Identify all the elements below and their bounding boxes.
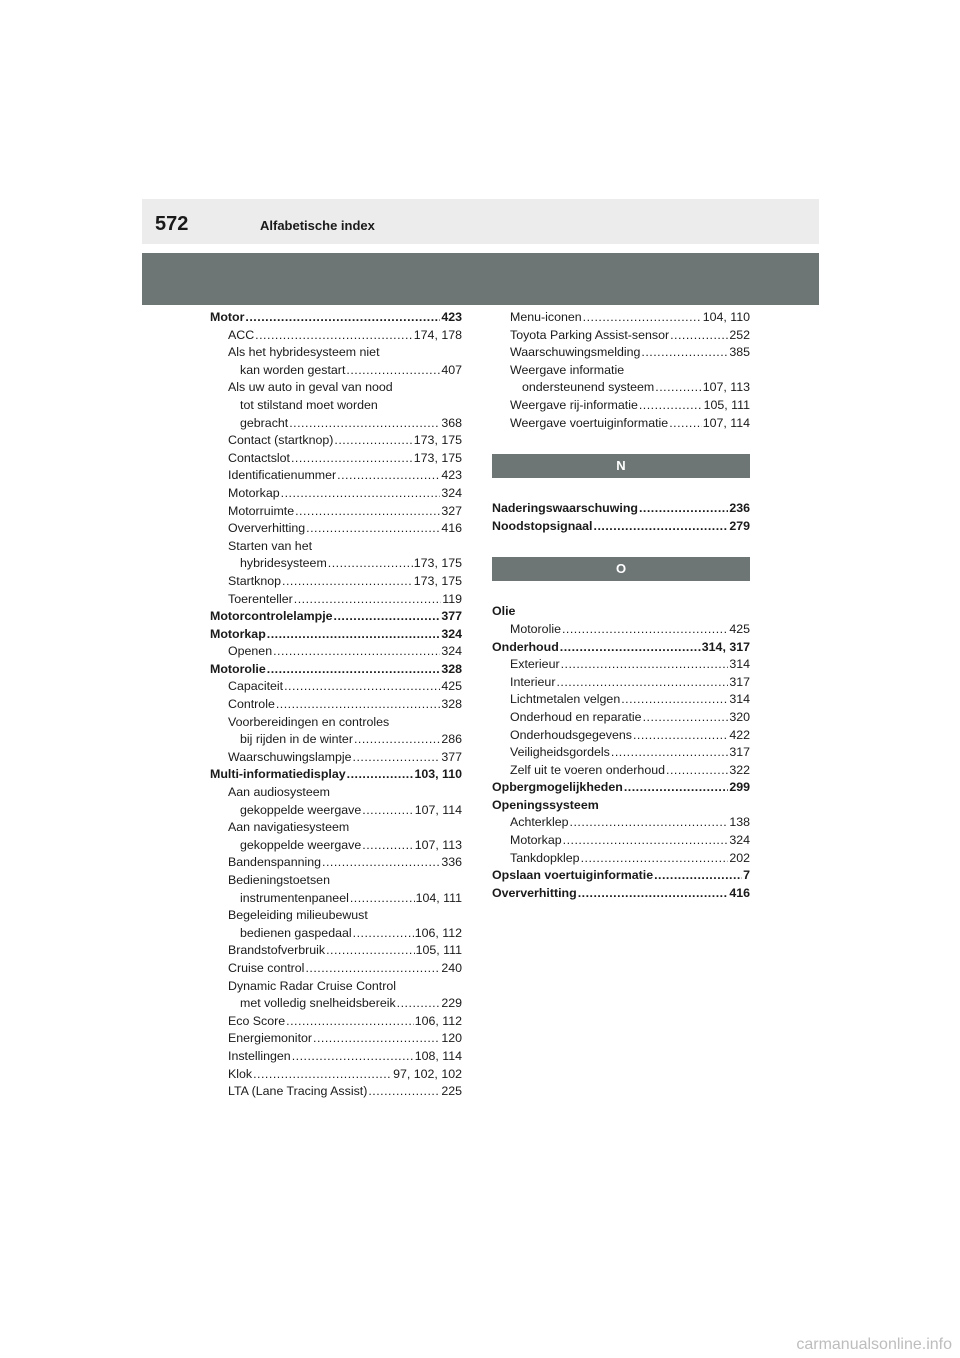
- dot-leader: [267, 626, 441, 644]
- dot-leader: [245, 309, 440, 327]
- entry-label-continued: kan worden gestart: [240, 362, 346, 377]
- dot-leader: [353, 749, 441, 767]
- index-entry-sub: [210, 1048, 462, 1066]
- index-entry-main: [492, 885, 750, 903]
- dot-leader: [334, 608, 441, 626]
- dot-leader: [286, 1013, 414, 1031]
- entry-pages: 236: [729, 501, 750, 516]
- index-entry-sub: [210, 467, 462, 485]
- index-entry-sub: [492, 814, 750, 832]
- dot-leader: [669, 415, 702, 433]
- entry-label: Controle: [228, 697, 275, 712]
- dot-leader: [581, 850, 729, 868]
- entry-label: Motorcontrolelampje: [210, 609, 333, 624]
- entry-label-continued: ondersteunend systeem: [522, 380, 655, 395]
- entry-label: Motorolie: [510, 621, 561, 636]
- entry-label-continued: met volledig snelheidsbereik: [240, 996, 396, 1011]
- entry-label-continued: tot stilstand moet worden: [240, 397, 378, 412]
- entry-pages: 106, 112: [414, 1013, 462, 1028]
- index-entry-sub: [210, 538, 462, 573]
- entry-pages: 314: [729, 692, 750, 707]
- entry-pages: 423: [441, 468, 462, 483]
- index-entry-sub: [210, 344, 462, 379]
- entry-label: Aan navigatiesysteem: [228, 820, 350, 835]
- header-band: [142, 253, 819, 305]
- index-entry-sub: [210, 872, 462, 907]
- index-entry-sub: [492, 656, 750, 674]
- entry-label: Bandenspanning: [228, 855, 322, 870]
- entry-pages: 138: [729, 815, 750, 830]
- entry-pages: 173, 175: [413, 573, 462, 588]
- dot-leader: [561, 656, 729, 674]
- entry-label: Menu-iconen: [510, 310, 582, 324]
- index-entry-main: [492, 639, 750, 657]
- index-entry-sub: [210, 1030, 462, 1048]
- entry-label: Weergave rij-informatie: [510, 397, 638, 412]
- index-entry-sub: [492, 621, 750, 639]
- entry-pages: 107, 114: [414, 802, 462, 817]
- entry-label: Brandstofverbruik: [228, 943, 326, 958]
- entry-label-continued: gebracht: [240, 415, 289, 430]
- dot-leader: [292, 1048, 414, 1066]
- index-entry-sub: [210, 960, 462, 978]
- entry-label: Waarschuwingsmelding: [510, 345, 641, 360]
- index-entry-sub: [492, 362, 750, 397]
- index-entry-sub: [492, 850, 750, 868]
- entry-pages: 107, 114: [702, 415, 750, 430]
- index-entry-sub: [210, 450, 462, 468]
- index-entry-main: [492, 867, 750, 885]
- entry-pages: 7: [743, 868, 750, 883]
- entry-pages: 317: [729, 674, 750, 689]
- entry-label: Contact (startknop): [228, 433, 334, 448]
- entry-pages: 120: [441, 1031, 462, 1046]
- entry-pages: 107, 113: [414, 837, 462, 852]
- index-entry-sub: [210, 643, 462, 661]
- entry-pages: 425: [441, 679, 462, 694]
- entry-label: Multi-informatiedisplay: [210, 767, 346, 782]
- dot-leader: [313, 1030, 440, 1048]
- index-entry-sub: [492, 327, 750, 345]
- index-entry-sub: [210, 1066, 462, 1084]
- entry-label: Interieur: [510, 674, 556, 689]
- index-entry-sub: [210, 379, 462, 432]
- dot-leader: [362, 802, 413, 820]
- entry-pages: 119: [442, 591, 462, 606]
- entry-label: Motor: [210, 310, 245, 324]
- index-entry-sub: [492, 344, 750, 362]
- dot-leader: [354, 731, 440, 749]
- page-number: 572: [155, 213, 189, 235]
- index-entry-main: [210, 309, 462, 327]
- entry-pages: 328: [441, 661, 462, 676]
- index-entry-sub: [210, 520, 462, 538]
- entry-pages: 240: [441, 960, 462, 975]
- dot-leader: [294, 591, 441, 609]
- header-bar: [142, 199, 819, 244]
- dot-leader: [670, 327, 728, 345]
- entry-label: Toerenteller: [228, 591, 293, 606]
- entry-pages: 104, 111: [415, 890, 462, 905]
- dot-leader: [289, 415, 440, 433]
- entry-label-continued: bedienen gaspedaal: [240, 925, 352, 940]
- dot-leader: [621, 691, 728, 709]
- index-entry-sub: [210, 942, 462, 960]
- dot-leader: [347, 766, 414, 784]
- dot-leader: [611, 744, 728, 762]
- index-entry-sub: [210, 749, 462, 767]
- entry-pages: 425: [729, 621, 750, 636]
- dot-leader: [305, 960, 440, 978]
- dot-leader: [594, 518, 729, 536]
- index-entry-sub: [210, 678, 462, 696]
- entry-label: Capaciteit: [228, 679, 284, 694]
- dot-leader: [255, 327, 413, 345]
- index-entry-main: [210, 626, 462, 644]
- entry-label: Waarschuwingslampje: [228, 749, 352, 764]
- entry-pages: 385: [729, 345, 750, 360]
- entry-pages: 324: [441, 626, 462, 641]
- entry-pages: 324: [441, 644, 462, 659]
- entry-pages: 407: [441, 362, 462, 377]
- entry-pages: 327: [441, 503, 462, 518]
- dot-leader: [337, 467, 440, 485]
- index-entry-main: [492, 500, 750, 518]
- entry-label: Toyota Parking Assist-sensor: [510, 327, 670, 342]
- entry-label: Voorbereidingen en controles: [228, 714, 390, 729]
- index-entry-sub: [210, 432, 462, 450]
- index-entry-sub: [210, 485, 462, 503]
- entry-pages: 173, 175: [413, 556, 462, 571]
- entry-label: Motorkap: [228, 485, 280, 500]
- entry-pages: 314, 317: [701, 639, 750, 654]
- entry-pages: 324: [729, 833, 750, 848]
- dot-leader: [306, 520, 440, 538]
- dot-leader: [556, 674, 728, 692]
- watermark-text: carmanualsonline.info: [796, 1336, 952, 1353]
- index-entry-sub: [210, 1013, 462, 1031]
- entry-label-continued: instrumentenpaneel: [240, 890, 349, 905]
- index-entry-main: [210, 766, 462, 784]
- entry-label: ACC: [228, 327, 255, 342]
- index-entry-sub: [210, 1083, 462, 1101]
- entry-label: Contactslot: [228, 450, 290, 465]
- entry-pages: 336: [441, 855, 462, 870]
- dot-leader: [639, 500, 728, 518]
- entry-pages: 174, 178: [413, 327, 462, 342]
- entry-label: Zelf uit te voeren onderhoud: [510, 762, 665, 777]
- entry-label-continued: gekoppelde weergave: [240, 837, 362, 852]
- dot-leader: [267, 661, 441, 679]
- letter-heading-o: O: [492, 557, 750, 581]
- entry-label: Weergave informatie: [510, 362, 625, 377]
- dot-leader: [643, 709, 729, 727]
- entry-label: Bedieningstoetsen: [228, 873, 330, 887]
- dot-leader: [295, 503, 440, 521]
- index-entry-sub: [492, 832, 750, 850]
- entry-pages: 324: [441, 485, 462, 500]
- entry-pages: 106, 112: [414, 925, 462, 940]
- dot-leader: [397, 995, 441, 1013]
- index-entry-sub: [492, 762, 750, 780]
- entry-pages: 423: [441, 310, 462, 324]
- dot-leader: [281, 485, 441, 503]
- dot-leader: [562, 621, 728, 639]
- entry-pages: 103, 110: [414, 767, 462, 782]
- index-entry-main: [492, 518, 750, 536]
- entry-label-continued: bij rijden in de winter: [240, 732, 353, 747]
- entry-label: Oververhitting: [492, 885, 577, 900]
- index-entry-sub: [492, 691, 750, 709]
- index-entry-sub: [492, 309, 750, 327]
- dot-leader: [578, 885, 729, 903]
- entry-pages: 279: [729, 518, 750, 533]
- index-entry-sub: [210, 591, 462, 609]
- entry-label: Dynamic Radar Cruise Control: [228, 978, 397, 993]
- dot-leader: [639, 397, 703, 415]
- index-entry-main: [492, 603, 750, 621]
- index-entry-sub: [210, 696, 462, 714]
- index-entry-main: [210, 608, 462, 626]
- dot-leader: [570, 814, 729, 832]
- entry-pages: 225: [441, 1084, 462, 1099]
- entry-label: Lichtmetalen velgen: [510, 692, 621, 707]
- entry-pages: 328: [441, 697, 462, 712]
- entry-pages: 252: [729, 327, 750, 342]
- dot-leader: [560, 639, 701, 657]
- entry-label: Begeleiding milieubewust: [228, 908, 368, 923]
- letter-heading-n: N: [492, 454, 750, 478]
- index-entry-sub: [492, 415, 750, 433]
- entry-pages: 422: [729, 727, 750, 742]
- entry-label: Identificatienummer: [228, 468, 337, 483]
- entry-pages: 299: [729, 780, 750, 795]
- dot-leader: [326, 942, 414, 960]
- dot-leader: [655, 379, 701, 397]
- entry-pages: 105, 111: [415, 943, 462, 958]
- entry-label: Onderhoud: [492, 639, 559, 654]
- entry-label: Weergave voertuiginformatie: [510, 415, 669, 430]
- entry-label: LTA (Lane Tracing Assist): [228, 1084, 368, 1099]
- dot-leader: [346, 362, 440, 380]
- dot-leader: [273, 643, 440, 661]
- index-entry-sub: [492, 727, 750, 745]
- dot-leader: [624, 779, 729, 797]
- entry-pages: 107, 113: [702, 380, 750, 395]
- entry-label: Klok: [228, 1066, 253, 1081]
- dot-leader: [353, 925, 414, 943]
- dot-leader: [633, 727, 728, 745]
- dot-leader: [666, 762, 728, 780]
- index-entry-main: [492, 779, 750, 797]
- index-entry-sub: [210, 573, 462, 591]
- entry-label: Motorolie: [210, 661, 266, 676]
- index-entry-sub: [492, 397, 750, 415]
- index-entry-main: [210, 661, 462, 679]
- entry-pages: 97, 102, 102: [393, 1066, 462, 1081]
- index-entry-sub: [210, 978, 462, 1013]
- index-entry-sub: [210, 819, 462, 854]
- entry-label: Openen: [228, 644, 273, 659]
- entry-label: Starten van het: [228, 538, 313, 553]
- entry-pages: 320: [729, 709, 750, 724]
- entry-pages: 173, 175: [413, 450, 462, 465]
- entry-label: Energiemonitor: [228, 1031, 313, 1046]
- entry-pages: 322: [729, 762, 750, 777]
- entry-pages: 416: [729, 885, 750, 900]
- entry-pages: 368: [441, 415, 462, 430]
- entry-label: Startknop: [228, 573, 282, 588]
- dot-leader: [322, 854, 440, 872]
- entry-label: Eco Score: [228, 1013, 286, 1028]
- entry-pages: 416: [441, 521, 462, 536]
- entry-label: Naderingswaarschuwing: [492, 501, 638, 516]
- dot-leader: [563, 832, 729, 850]
- entry-label: Onderhoudsgegevens: [510, 727, 632, 742]
- entry-label: Motorruimte: [228, 503, 295, 518]
- entry-pages: 105, 111: [703, 397, 750, 412]
- index-column-right: [492, 309, 750, 902]
- entry-label: Opbergmogelijkheden: [492, 780, 623, 795]
- section-title: Alfabetische index: [260, 218, 375, 233]
- index-entry-main: [492, 797, 750, 815]
- entry-label: Motorkap: [210, 626, 266, 641]
- entry-label: Tankdopklep: [510, 850, 580, 865]
- entry-label: Olie: [492, 604, 516, 619]
- dot-leader: [282, 573, 413, 591]
- entry-pages: 104, 110: [702, 310, 750, 324]
- index-entry-sub: [210, 503, 462, 521]
- dot-leader: [368, 1083, 440, 1101]
- entry-pages: 377: [441, 749, 462, 764]
- entry-pages: 229: [441, 996, 462, 1011]
- dot-leader: [334, 432, 412, 450]
- entry-pages: 173, 175: [413, 433, 462, 448]
- entry-label: Oververhitting: [228, 521, 306, 536]
- entry-label: Exterieur: [510, 657, 560, 672]
- entry-label: Opslaan voertuiginformatie: [492, 868, 654, 883]
- index-entry-sub: [492, 674, 750, 692]
- dot-leader: [641, 344, 728, 362]
- entry-pages: 314: [729, 657, 750, 672]
- entry-label: Als het hybridesysteem niet: [228, 345, 380, 360]
- entry-pages: 286: [441, 732, 462, 747]
- dot-leader: [350, 890, 415, 908]
- entry-label: Instellingen: [228, 1048, 291, 1063]
- dot-leader: [583, 309, 702, 327]
- dot-leader: [291, 450, 413, 468]
- index-entry-sub: [492, 709, 750, 727]
- index-entry-sub: [210, 854, 462, 872]
- entry-label: Onderhoud en reparatie: [510, 709, 642, 724]
- entry-pages: 108, 114: [414, 1048, 462, 1063]
- index-entry-sub: [210, 784, 462, 819]
- entry-pages: 377: [441, 609, 462, 624]
- entry-pages: 317: [729, 745, 750, 760]
- dot-leader: [253, 1066, 392, 1084]
- index-entry-sub: [210, 327, 462, 345]
- dot-leader: [654, 867, 742, 885]
- dot-leader: [328, 555, 413, 573]
- entry-label: Achterklep: [510, 815, 569, 830]
- dot-leader: [284, 678, 440, 696]
- entry-label-continued: gekoppelde weergave: [240, 802, 362, 817]
- index-column-left: [210, 309, 462, 1101]
- index-entry-sub: [492, 744, 750, 762]
- entry-label: Motorkap: [510, 833, 562, 848]
- entry-pages: 202: [729, 850, 750, 865]
- entry-label: Noodstopsignaal: [492, 518, 593, 533]
- entry-label-continued: hybridesysteem: [240, 556, 327, 571]
- entry-label: Aan audiosysteem: [228, 785, 330, 800]
- index-entry-sub: [210, 907, 462, 942]
- entry-label: Cruise control: [228, 960, 305, 975]
- entry-label: Als uw auto in geval van nood: [228, 380, 393, 395]
- dot-leader: [362, 837, 413, 855]
- index-entry-sub: [210, 714, 462, 749]
- entry-label: Veiligheidsgordels: [510, 745, 610, 760]
- dot-leader: [276, 696, 440, 714]
- entry-label: Openingssysteem: [492, 797, 599, 812]
